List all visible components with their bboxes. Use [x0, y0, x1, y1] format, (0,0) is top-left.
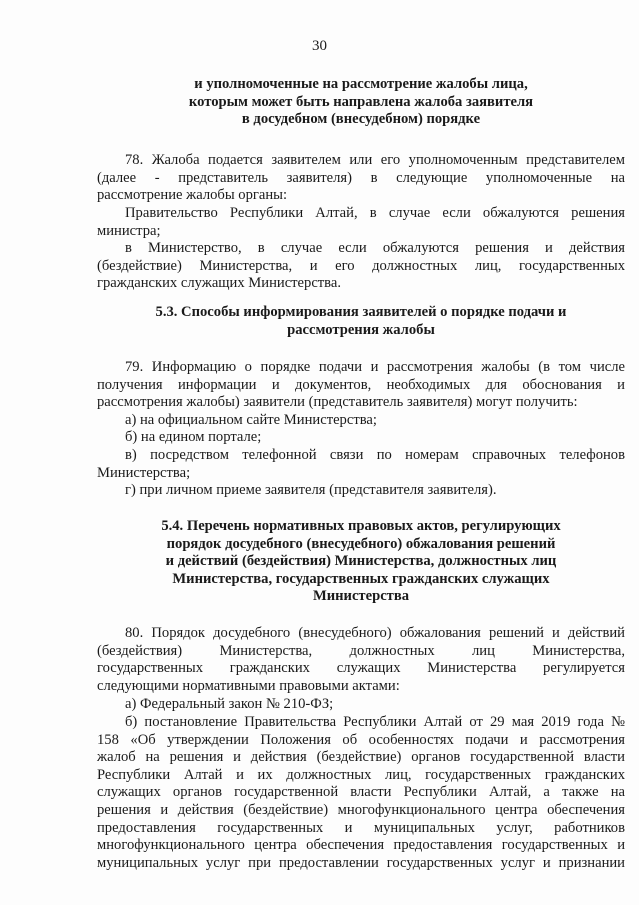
heading-line: и действий (бездействия) Министерства, должностных лиц — [165, 553, 557, 570]
heading-line: порядок досудебного (внесудебного) обжалования решений — [166, 535, 556, 552]
text-line: а) Федеральный закон № 210-ФЗ; — [125, 696, 334, 712]
heading-line: 5.3. Способы информирования заявителей о порядке подачи и — [155, 304, 567, 320]
text-line: служащих органов государственной власти Республики Алтай, а также на — [97, 784, 625, 801]
list-item-79a — [97, 412, 625, 430]
text-line: решения и действия (бездействие) многофункционального центра обеспечения — [97, 801, 625, 818]
list-item-79d — [97, 482, 625, 500]
text-line: Республики Алтай и их должностных лиц, государственных гражданских — [97, 766, 625, 783]
heading-line: 5.4. Перечень нормативных правовых актов, регулирующих — [161, 518, 561, 534]
section-heading-5-4 — [97, 518, 625, 606]
text-line: (далее - представитель заявителя) в следующие уполномоченные на — [97, 169, 625, 186]
text-line: г) при личном приеме заявителя (представителя заявителя). — [125, 482, 497, 498]
section-heading-appeal-bodies — [97, 76, 625, 129]
text-line: рассмотрения жалобы) заявители (представитель заявителя) могут получить: — [97, 394, 578, 411]
heading-line: которым может быть направлена жалоба заявителя — [188, 93, 534, 110]
list-item-80b — [97, 714, 625, 872]
text-line: министра; — [97, 222, 161, 239]
text-line: 79. Информацию о порядке подачи и рассмотрения жалобы (в том числе — [125, 359, 625, 375]
text-line: 78. Жалоба подается заявителем или его уполномоченным представителем — [125, 152, 625, 168]
paragraph-80 — [97, 625, 625, 695]
text-line: Правительство Республики Алтай, в случае если обжалуются решения — [125, 205, 625, 221]
heading-line: в досудебном (внесудебном) порядке — [241, 111, 481, 128]
heading-line: и уполномоченные на рассмотрение жалобы лица, — [194, 76, 528, 92]
list-item-80a — [97, 696, 625, 714]
text-line: многофункционального центра обеспечения предоставления государственных и — [97, 837, 625, 854]
heading-line: Министерства, государственных гражданских служащих — [172, 570, 550, 587]
text-line: 158 «Об утверждении Положения об особенностях подачи и рассмотрения — [97, 731, 625, 748]
text-line: муниципальных услуг при предоставлении государственных услуг и признании — [97, 854, 625, 871]
text-line: б) постановление Правительства Республики Алтай от 29 мая 2019 года № — [125, 714, 625, 730]
text-line: государственных гражданских служащих Министерства регулируется — [97, 660, 625, 677]
text-line: б) на едином портале; — [125, 429, 262, 445]
text-line: (бездействие) Министерства, и его должностных лиц, государственных — [97, 257, 625, 274]
text-line: 80. Порядок досудебного (внесудебного) обжалования решений и действий — [125, 625, 625, 641]
text-line: (бездействия) Министерства, должностных лиц Министерства, — [97, 642, 625, 659]
text-line: Министерства; — [97, 464, 191, 481]
text-line: следующими нормативными правовыми актами: — [97, 677, 400, 694]
paragraph-79 — [97, 359, 625, 412]
paragraph-78-government — [97, 205, 625, 240]
paragraph-78-ministry — [97, 240, 625, 293]
list-item-79b — [97, 429, 625, 447]
heading-line: рассмотрения жалобы — [287, 321, 435, 338]
text-line: рассмотрение жалобы органы: — [97, 187, 288, 204]
text-line: получения информации и документов, необходимых для обоснования и — [97, 376, 625, 393]
section-heading-5-3 — [97, 304, 625, 339]
list-item-79c — [97, 447, 625, 482]
text-line: предоставления государственных и муниципальных услуг, работников — [97, 819, 625, 836]
paragraph-78 — [97, 152, 625, 205]
text-line: в Министерство, в случае если обжалуются решения и действия — [125, 240, 625, 256]
heading-line: Министерства — [312, 588, 410, 605]
text-line: гражданских служащих Министерства. — [97, 275, 342, 292]
text-line: а) на официальном сайте Министерства; — [125, 412, 377, 428]
text-line: жалоб на решения и действия (бездействие) органов государственной власти — [97, 749, 625, 766]
page-number: 30 — [312, 38, 327, 54]
text-line: в) посредством телефонной связи по номерам справочных телефонов — [125, 447, 625, 463]
